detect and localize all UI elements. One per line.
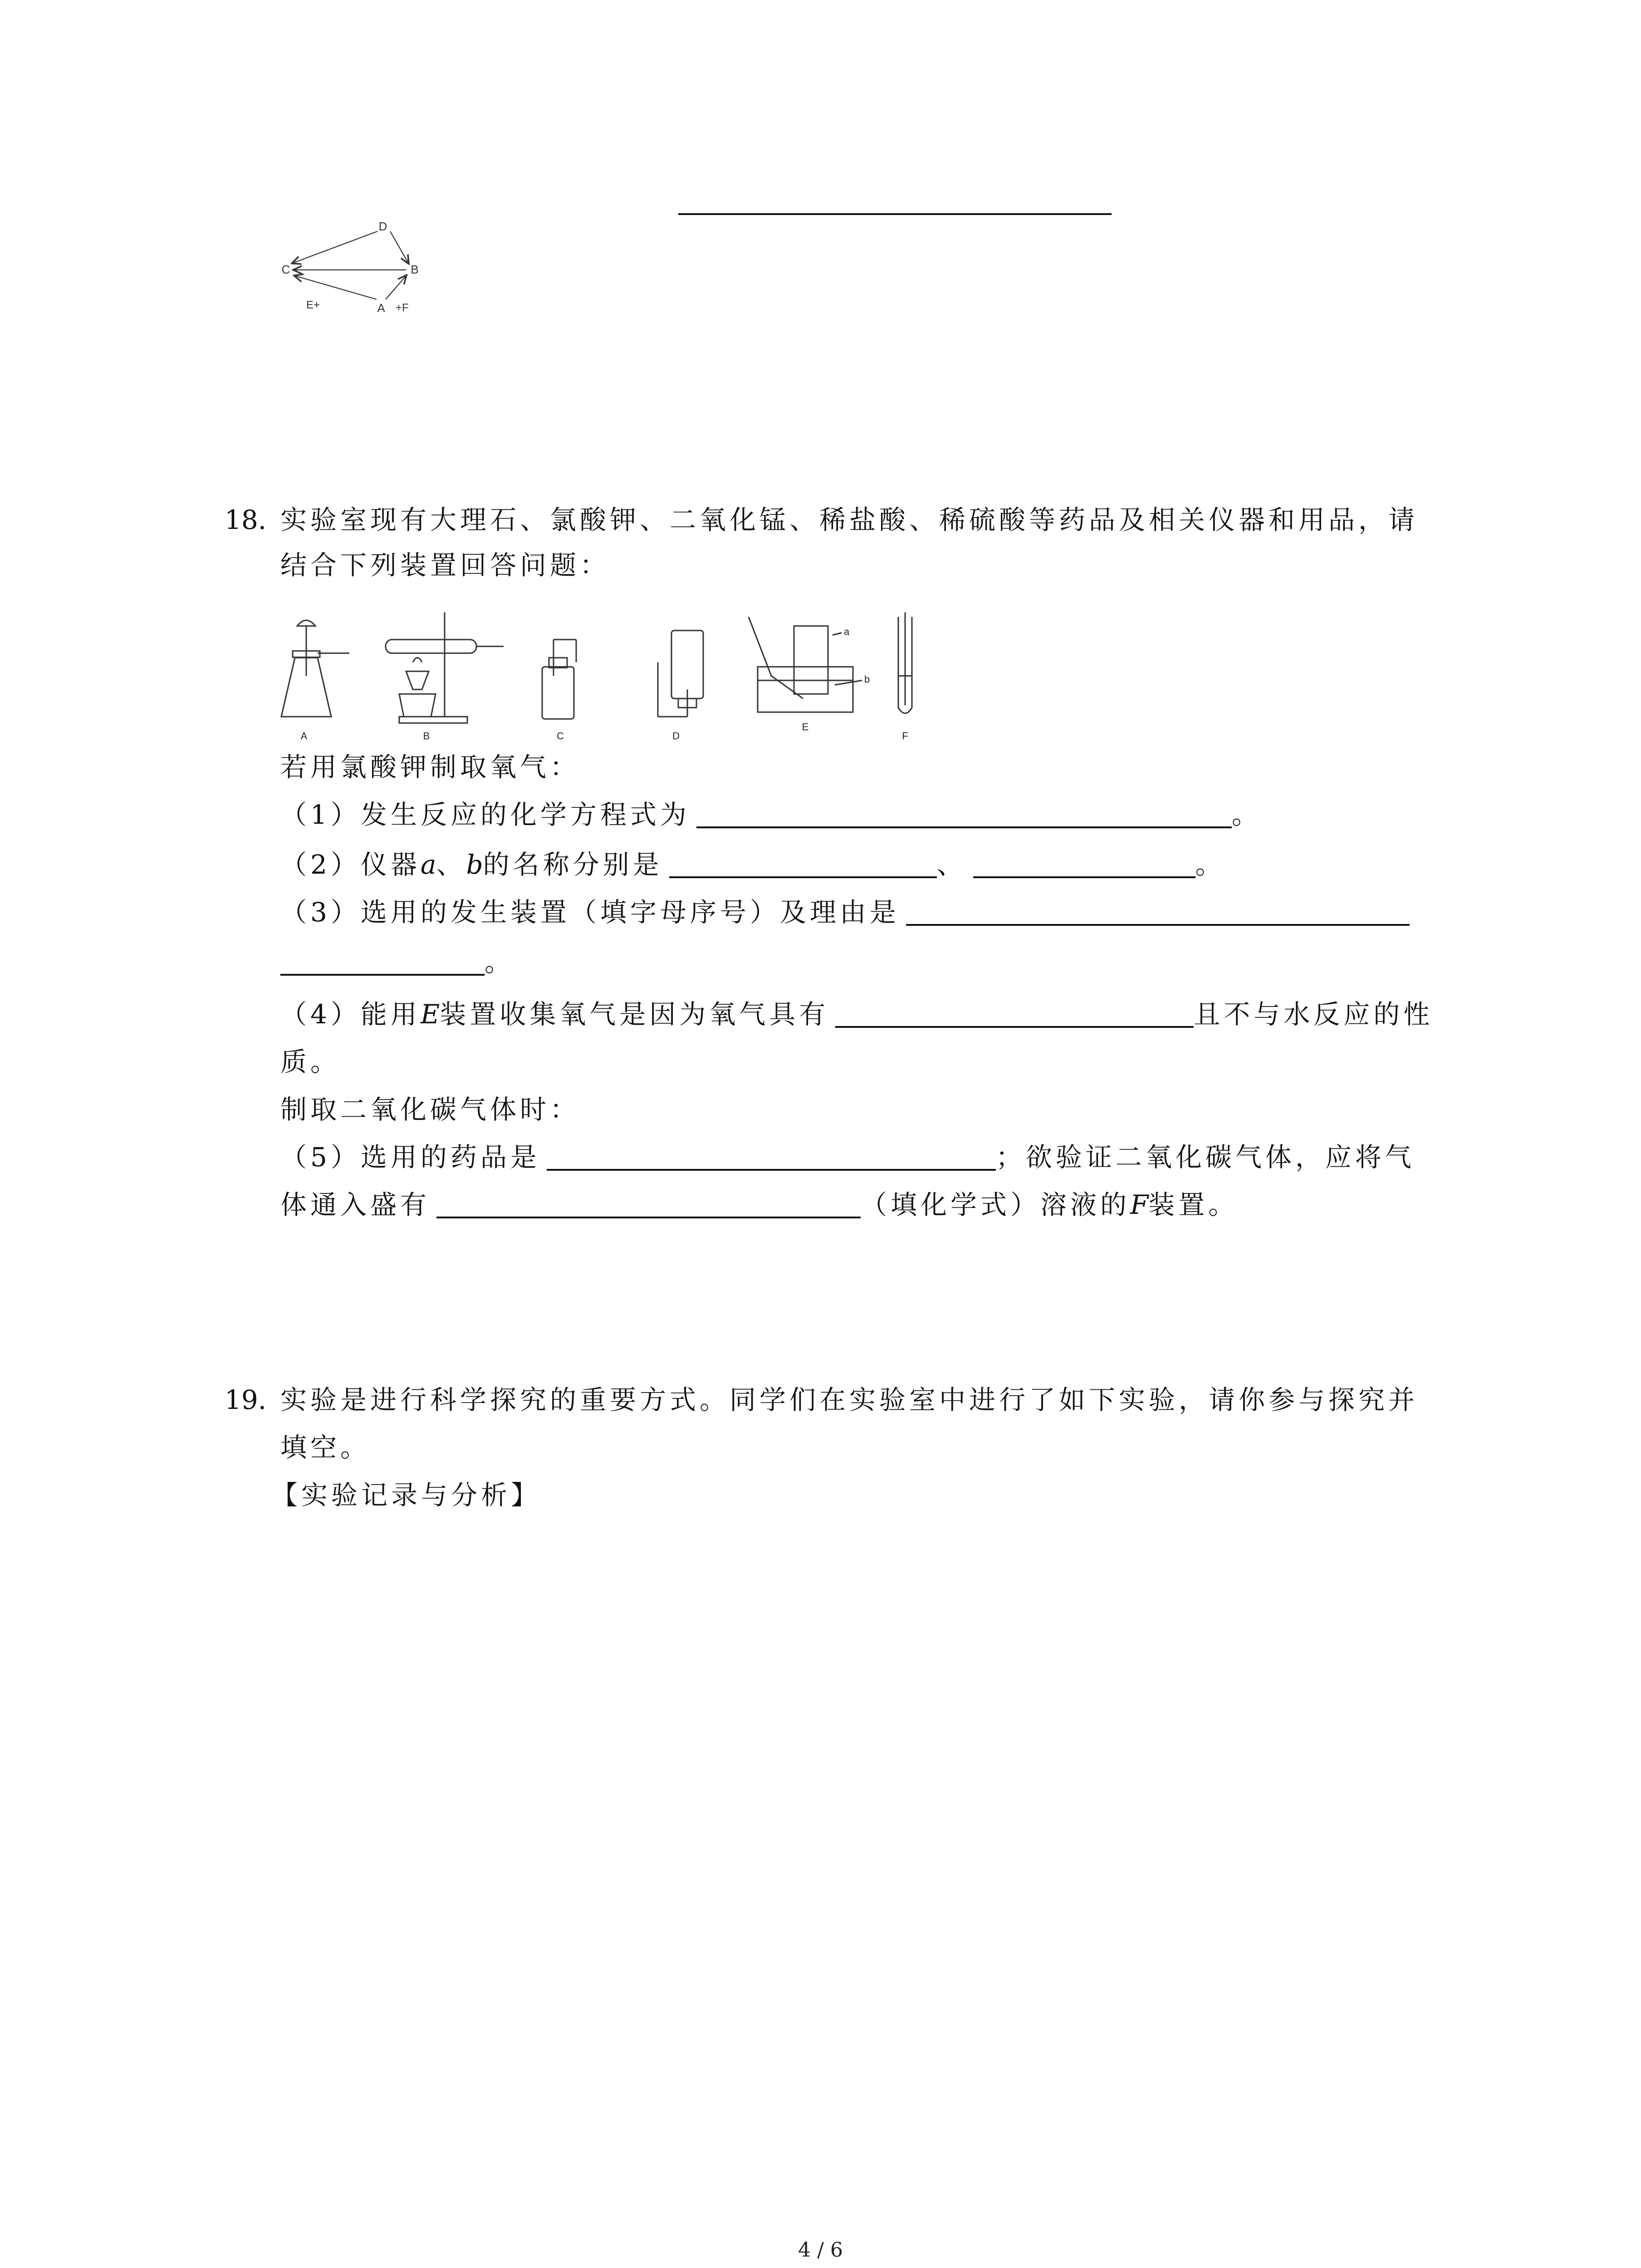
q18-stem-line1: 实验室现有大理石、氯酸钾、二氧化锰、稀盐酸、稀硫酸等药品及相关仪器和用品，请 bbox=[280, 504, 1419, 535]
apparatus-f bbox=[898, 612, 912, 714]
q18-part5: （5）选用的药品是 ；欲验证二氧化碳气体，应将气 bbox=[280, 1142, 1415, 1173]
part3-blank-line1[interactable] bbox=[906, 900, 1410, 926]
q19-number: 19. bbox=[225, 1384, 267, 1415]
q18-part4: （4）能用E装置收集氧气是因为氧气具有 且不与水反应的性 bbox=[280, 999, 1434, 1030]
page-number: 4 / 6 bbox=[798, 2239, 843, 2262]
node-c: C bbox=[281, 263, 290, 276]
q19-stem-line1: 实验是进行科学探究的重要方式。同学们在实验室中进行了如下实验，请你参与探究并 bbox=[280, 1384, 1419, 1415]
q18-part3: （3）选用的发生装置（填字母序号）及理由是 bbox=[280, 896, 1410, 929]
q17-answer-blank[interactable] bbox=[678, 213, 1112, 215]
part3-blank-line2[interactable] bbox=[280, 950, 485, 976]
apparatus-c bbox=[542, 640, 576, 719]
node-b: B bbox=[411, 263, 419, 276]
q18-part3-line2: 。 bbox=[280, 946, 514, 978]
part2-blank-a[interactable] bbox=[669, 853, 937, 878]
diagram-arrows bbox=[293, 231, 408, 299]
apparatus-label-d: D bbox=[672, 730, 680, 742]
edge-label-right: +F bbox=[396, 302, 409, 314]
part5-blank-formula[interactable] bbox=[436, 1193, 861, 1218]
q18-stem-line2: 结合下列装置回答问题： bbox=[280, 550, 610, 581]
apparatus-a bbox=[281, 621, 349, 717]
part4-blank[interactable] bbox=[835, 1002, 1194, 1028]
apparatus-b bbox=[386, 612, 504, 723]
q19-section-heading: 【实验记录与分析】 bbox=[271, 1480, 541, 1510]
oxygen-intro: 若用氯酸钾制取氧气： bbox=[280, 752, 580, 782]
apparatus-figure bbox=[277, 608, 957, 744]
apparatus-mark-a: a bbox=[844, 626, 850, 637]
apparatus-label-a: A bbox=[300, 730, 308, 742]
q18-part1: （1）发生反应的化学方程式为 。 bbox=[280, 799, 1262, 830]
part5-blank-reagents[interactable] bbox=[547, 1145, 996, 1171]
edge-label-left: E+ bbox=[306, 299, 320, 311]
relation-diagram bbox=[272, 213, 436, 318]
apparatus-mark-b: b bbox=[864, 674, 870, 685]
q19-stem-line2: 填空。 bbox=[280, 1432, 371, 1463]
apparatus-label-f: F bbox=[902, 730, 908, 742]
apparatus-d bbox=[658, 631, 703, 717]
apparatus-label-c: C bbox=[557, 730, 564, 742]
node-a: A bbox=[377, 301, 385, 315]
part2-blank-b[interactable] bbox=[973, 853, 1195, 878]
apparatus-label-e: E bbox=[802, 721, 809, 733]
part1-blank[interactable] bbox=[696, 803, 1232, 828]
co2-intro: 制取二氧化碳气体时： bbox=[280, 1094, 580, 1125]
apparatus-label-b: B bbox=[423, 730, 430, 742]
q18-part5-line2: 体通入盛有 （填化学式）溶液的F装置。 bbox=[280, 1189, 1239, 1220]
q18-number: 18. bbox=[225, 504, 267, 535]
q18-part4-line2: 质。 bbox=[280, 1046, 341, 1077]
q18-part2: （2）仪器a、b的名称分别是 、 。 bbox=[280, 849, 1225, 880]
node-d: D bbox=[378, 220, 387, 233]
